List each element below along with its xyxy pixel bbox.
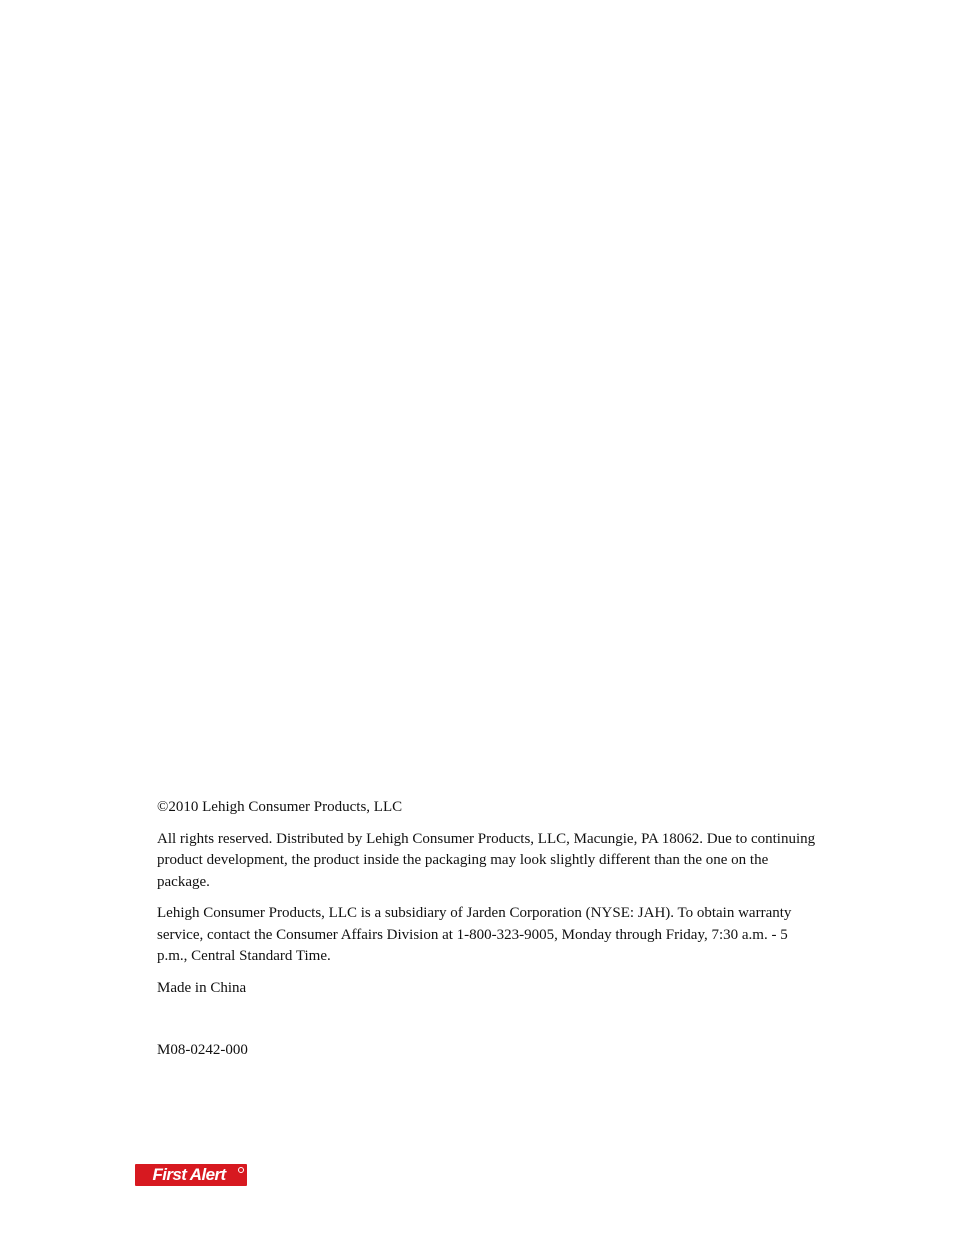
legal-text-block <box>157 797 817 1009</box>
copyright-notice: ©2010 Lehigh Consumer Products, LLC <box>157 799 403 815</box>
logo-text: First Alert <box>152 1165 226 1184</box>
first-alert-logo <box>135 1164 247 1186</box>
document-code: M08-0242-000 <box>157 1042 248 1058</box>
registered-mark-icon <box>238 1167 244 1173</box>
subsidiary-statement: Lehigh Consumer Products, LLC is a subsidiary of Jarden Corporation (NYSE: JAH). To obtain warranty service, contact the Consumer Affairs Division at 1-800-323-9005, Monday through Friday, 7:30 a.m. - 5 p.m., Central Standard Time. <box>157 905 792 964</box>
origin-statement: Made in China <box>157 979 247 996</box>
rights-statement: All rights reserved. Distributed by Lehigh Consumer Products, LLC, Macungie, PA 18062. Due to continuing product development, the product inside the packaging may look slightly different than the one on the package. <box>157 830 816 890</box>
